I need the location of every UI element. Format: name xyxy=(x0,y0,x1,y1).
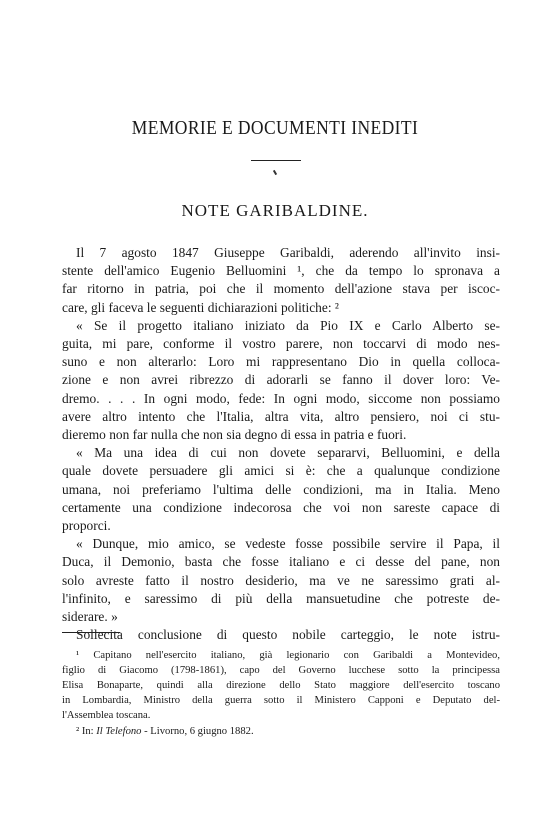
text-line: l'infinito, e saressimo di più della mansuetudine che potreste de- xyxy=(62,590,500,606)
text-line: certamente una condizione indecorosa che voi non sareste capace di xyxy=(62,499,500,515)
text-line: solo avreste fatto il nostro desiderio, ma ve ne saressimo grati al- xyxy=(62,572,500,588)
text-line: « Dunque, mio amico, se vedeste fosse possibile servire il Papa, il xyxy=(76,536,500,552)
footnote-line: ¹ Capitano nell'esercito italiano, già legionario con Garibaldi a Montevideo, xyxy=(76,650,500,661)
footnote-periodical: Il Telefono xyxy=(96,726,142,738)
text-line: care, gli faceva le seguenti dichiarazioni politiche: ² xyxy=(62,299,339,315)
text-line: suno e non alterarlo: Loro mi rappresentano Dio in quella colloca- xyxy=(62,354,500,370)
footnote-rest: - Livorno, 6 giugno 1882. xyxy=(141,726,254,738)
text-line: stente dell'amico Eugenio Belluomini ¹, che da tempo lo spronava a xyxy=(62,263,500,279)
footnotes xyxy=(62,648,500,740)
text-line: umana, noi preferiamo l'ultima delle condizioni, ma in Italia. Meno xyxy=(62,481,500,497)
text-line: far ritorno in patria, poi che il momento dell'azione stava per iscoc- xyxy=(62,281,500,297)
ink-mark xyxy=(273,170,277,175)
running-header: MEMORIE E DOCUMENTI INEDITI xyxy=(131,115,419,139)
text-line: proporci. xyxy=(62,518,111,534)
text-line: quale dovete persuadere gli amici si è: che a qualunque condizione xyxy=(62,463,500,479)
footnote-line: Elisa Bonaparte, quindi alla direzione dello Stato maggiore dell'esercito toscano xyxy=(62,680,500,692)
text-line: siderare. » xyxy=(62,609,118,625)
footnote-line: in Lombardia, Ministro della guerra sotto il Ministero Capponi e Deputato del- xyxy=(62,695,500,707)
footnote-prefix: ² In: xyxy=(76,726,97,738)
text-line: Il 7 agosto 1847 Giuseppe Garibaldi, aderendo all'invito insi- xyxy=(76,245,500,260)
text-line: guita, mi pare, conforme il vostro parere, non toccarvi di modo nes- xyxy=(62,336,500,352)
section-title: NOTE GARIBALDINE. xyxy=(181,201,369,220)
body-text xyxy=(62,244,500,644)
footnote-rule xyxy=(62,632,120,633)
text-line: « Ma una idea di cui non dovete separarvi, Belluomini, e della xyxy=(76,445,500,461)
text-line: avere altro intento che l'Italia, altra vita, altro pensiero, noi ci stu- xyxy=(62,408,500,424)
footnote-line: figlio di Giacomo (1798-1861), capo del Governo lucchese sotto la principessa xyxy=(62,665,500,677)
text-line: « Se il progetto italiano iniziato da Pio IX e Carlo Alberto se- xyxy=(76,317,500,333)
text-line: Duca, il Demonio, basta che fosse italiano e ci desse del pane, non xyxy=(62,554,500,570)
text-line: dremo. . . . In ogni modo, fede: In ogni modo, siccome non possiamo xyxy=(62,390,500,406)
footnote-source xyxy=(62,724,500,739)
text-line: zione e non avrei ribrezzo di adorarli se fanno il dover loro: Ve- xyxy=(62,372,500,388)
footnote-line: l'Assemblea toscana. xyxy=(62,710,151,722)
text-line: dieremo non far nulla che non sia degno di essa in patria e fuori. xyxy=(62,427,407,443)
header-rule xyxy=(251,160,301,161)
text-line: Sollecita conclusione di questo nobile carteggio, le note istru- xyxy=(76,627,500,643)
